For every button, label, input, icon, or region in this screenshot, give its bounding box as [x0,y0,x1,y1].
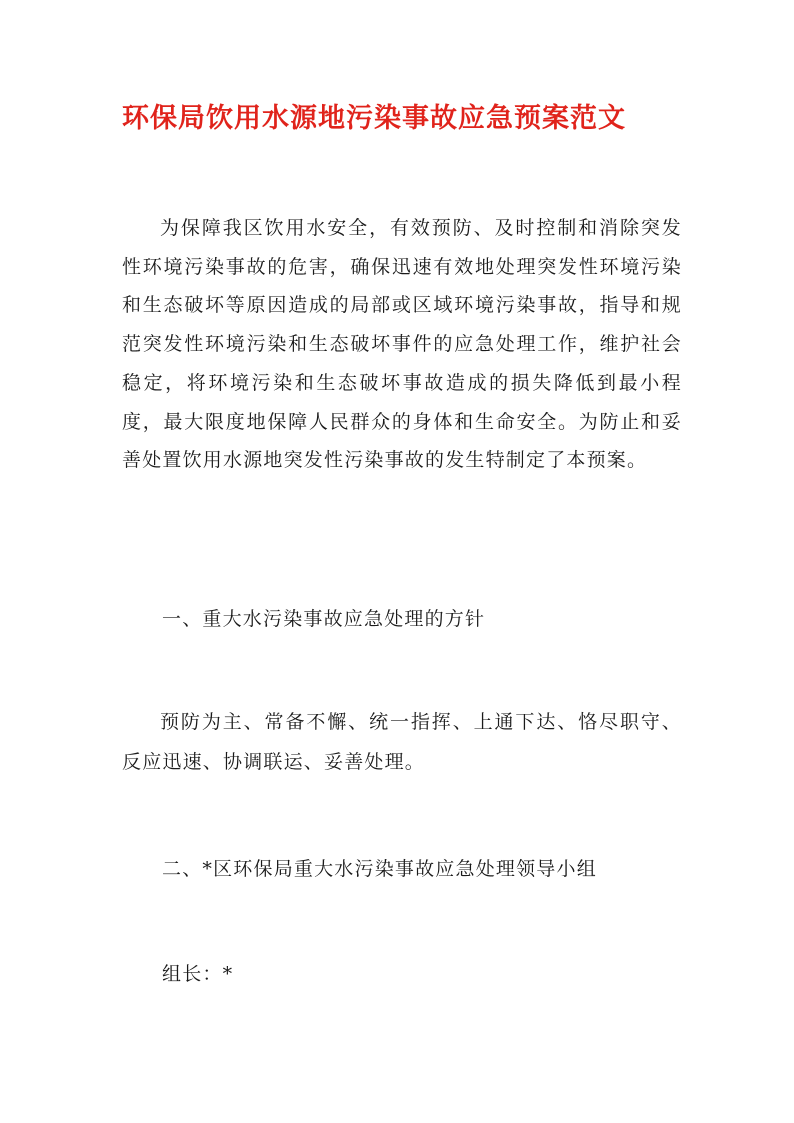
document-title: 环保局饮用水源地污染事故应急预案范文 [122,103,626,134]
section-1-body: 预防为主、常备不懈、统一指挥、上通下达、恪尽职守、反应迅速、协调联运、妥善处理。 [122,711,682,773]
leader-line: 组长：* [162,963,234,985]
section-1-heading: 一、重大水污染事故应急处理的方针 [162,608,486,630]
section-2-heading: 二、*区环保局重大水污染事故应急处理领导小组 [162,858,597,880]
intro-paragraph: 为保障我区饮用水安全，有效预防、及时控制和消除突发性环境污染事故的危害，确保迅速有效地处理突发性环境污染和生态破坏等原因造成的局部或区域环境污染事故，指导和规范突发性环境污染和生态破坏事件的应急处理工作，维护社会稳定，将环境污染和生态破坏事故造成的损失降低到最小程度，最大限度地保障人民群众的身体和生命安全。为防止和妥善处置饮用水源地突发性污染事故的发生特制定了本预案。 [122,217,682,472]
